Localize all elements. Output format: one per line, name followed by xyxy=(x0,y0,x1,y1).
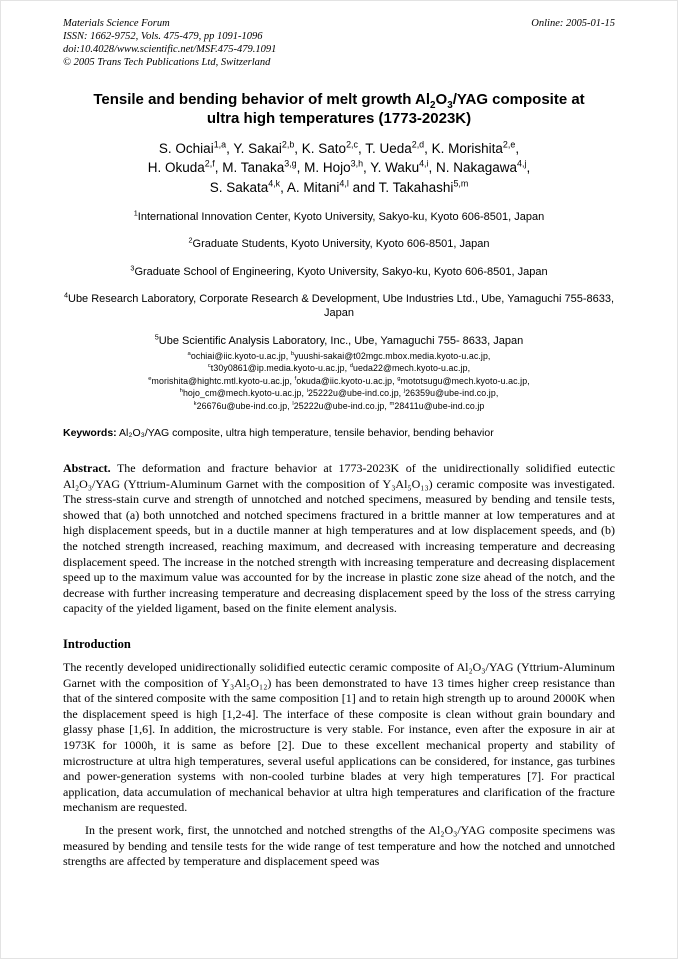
copyright-line: © 2005 Trans Tech Publications Ltd, Switzerland xyxy=(63,57,271,69)
abstract-label: Abstract. xyxy=(63,461,111,476)
title-line: ultra high temperatures (1773-2023K) xyxy=(206,110,472,127)
email-line: $^e$morishita@hightc.mtl.kyoto-u.ac.jp, $^f$okuda@iic.kyoto-u.ac.jp, $^g$mototsugu@mech.kyoto-u.ac.jp, xyxy=(148,375,530,386)
affiliation: $^1$International Innovation Center, Kyoto University, Sakyo-ku, Kyoto 606-8501, Japan xyxy=(133,208,545,224)
intro-paragraph-1: The recently developed unidirectionally solidified eutectic ceramic composite of Al₂O₃/YAG (Yttrium-Aluminum Garnet with the composition of Y₃Al₅O₁₂) has been demonstrated to have 13 times higher creep resistance than that of the sintered composite with the same composition [1] and to retain high strength up to around 2000K when the displacement speed is high [1,2-4]. The interface of these composite is clean without grain boundary and glassy phase [1,6]. In addition, the microstructure is very stable. For instance, even after the exposure in air at 1973K for 1000h, it is same as before [2]. Due to these excellent mechanical property and stability of microstructure at ultra high temperatures, several useful applications can be considered, for instance, gas turbines and power-generation systems with non-cooled turbine blades at very high temperatures [7]. For practical application, data accumulation of mechanical behavior at ultra high temperatures and clarification of the fracture mechanism are requested. xyxy=(63,659,615,815)
email-line: $^c$t30y0861@ip.media.kyoto-u.ac.jp, $^d$ueda22@mech.kyoto-u.ac.jp, xyxy=(207,363,471,374)
affiliation-list xyxy=(63,210,615,348)
email-line: $^k$26676u@ube-ind.co.jp, $^l$25222u@ube-ind.co.jp, $^m$28411u@ube-ind.co.jp xyxy=(193,400,485,411)
affiliation: $^2$Graduate Students, Kyoto University, Kyoto 606-8501, Japan xyxy=(188,235,490,251)
affiliation: $^3$Graduate School of Engineering, Kyoto University, Sakyo-ku, Kyoto 606-8501, Japan xyxy=(130,263,548,278)
journal-name: Materials Science Forum xyxy=(63,18,170,29)
masthead xyxy=(63,17,615,70)
online-date: Online: 2005-01-15 xyxy=(531,18,615,29)
doi-line: doi:10.4028/www.scientific.net/MSF.475-479.1091 xyxy=(63,44,277,56)
email-line: $^h$hojo_cm@mech.kyoto-u.ac.jp, $^i$25222u@ube-ind.co.jp, $^j$26359u@ube-ind.co.jp, xyxy=(179,388,499,399)
keywords-line xyxy=(63,427,615,441)
author-line: S. Ochiai$^{1,a}$, Y. Sakai$^{2,b}$, K. Sato$^{2,c}$, T. Ueda$^{2,d}$, K. Morishita$^{2,e}$, xyxy=(158,139,520,156)
email-line: $^a$ochiai@iic.kyoto-u.ac.jp, $^b$yuushi-sakai@t02mgc.mbox.media.kyoto-u.ac.jp, xyxy=(187,350,491,361)
intro-paragraph-2: In the present work, first, the unnotched and notched strengths of the Al₂O₃/YAG composite specimens was measured by bending and tensile tests for the wide range of test temperature and how the notched and unnotched strengths are affected by temperature and displacement speed was xyxy=(63,822,615,869)
affiliation: $^5$Ube Scientific Analysis Laboratory, Inc., Ube, Yamaguchi 755- 8633, Japan xyxy=(154,332,524,347)
author-line: H. Okuda$^{2,f}$, M. Tanaka$^{3,g}$, M. Hojo$^{3,h}$, Y. Waku$^{4,i}$, N. Nakagawa$^{4,j}$, xyxy=(147,158,531,176)
section-heading-introduction: Introduction xyxy=(63,636,131,651)
abstract-paragraph xyxy=(63,461,615,617)
keywords-label: Keywords: xyxy=(63,427,117,440)
author-line: S. Sakata$^{4,k}$, A. Mitani$^{4,l}$ and T. Takahashi$^{5,m}$ xyxy=(209,178,469,195)
masthead-left xyxy=(63,17,276,70)
abstract-text: The deformation and fracture behavior at 1773-2023K of the unidirectionally solidified eutectic Al₂O₃/YAG (Yttrium-Aluminum Garnet with the composition of Y₃Al₅O₁₃) ceramic composite was investigated. The stress-stain curve and strength of unnotched and notched specimens, measured by bending and tensile tests, showed that (a) both unnotched and notched specimens fractured in a brittle manner at low temperatures and at high displacement speeds, but in a ductile manner at high temperatures and at low displacement speeds, and (b) the notched strength increased, reaching maximum, and decreased with increasing temperature and decreasing displacement speed. The increase in the notched strength with increasing temperature and decreasing displacement speed up to the maximum value was accounted for by the increase in plastic zone size ahead of the notch, and the decrease with further increasing temperature and decreasing displacement speed by the loss of the stress carrying capacity of the yielded ligament, based on the finite element analysis. xyxy=(63,461,615,616)
title-line: Tensile and bending behavior of melt growth $Al_2O_3$/YAG composite at xyxy=(93,90,585,111)
affiliation: $^4$Ube Research Laboratory, Corporate Research & Development, Ube Industries Ltd., Ube, Yamaguchi 755-8633, Japan xyxy=(63,290,615,320)
author-list xyxy=(63,139,615,198)
paper-title xyxy=(63,90,615,129)
keywords-text: Al₂O₃/YAG composite, ultra high temperature, tensile behavior, bending behavior xyxy=(119,427,494,440)
email-list xyxy=(63,350,615,412)
issn-line: ISSN: 1662-9752, Vols. 475-479, pp 1091-1096 xyxy=(63,31,263,43)
